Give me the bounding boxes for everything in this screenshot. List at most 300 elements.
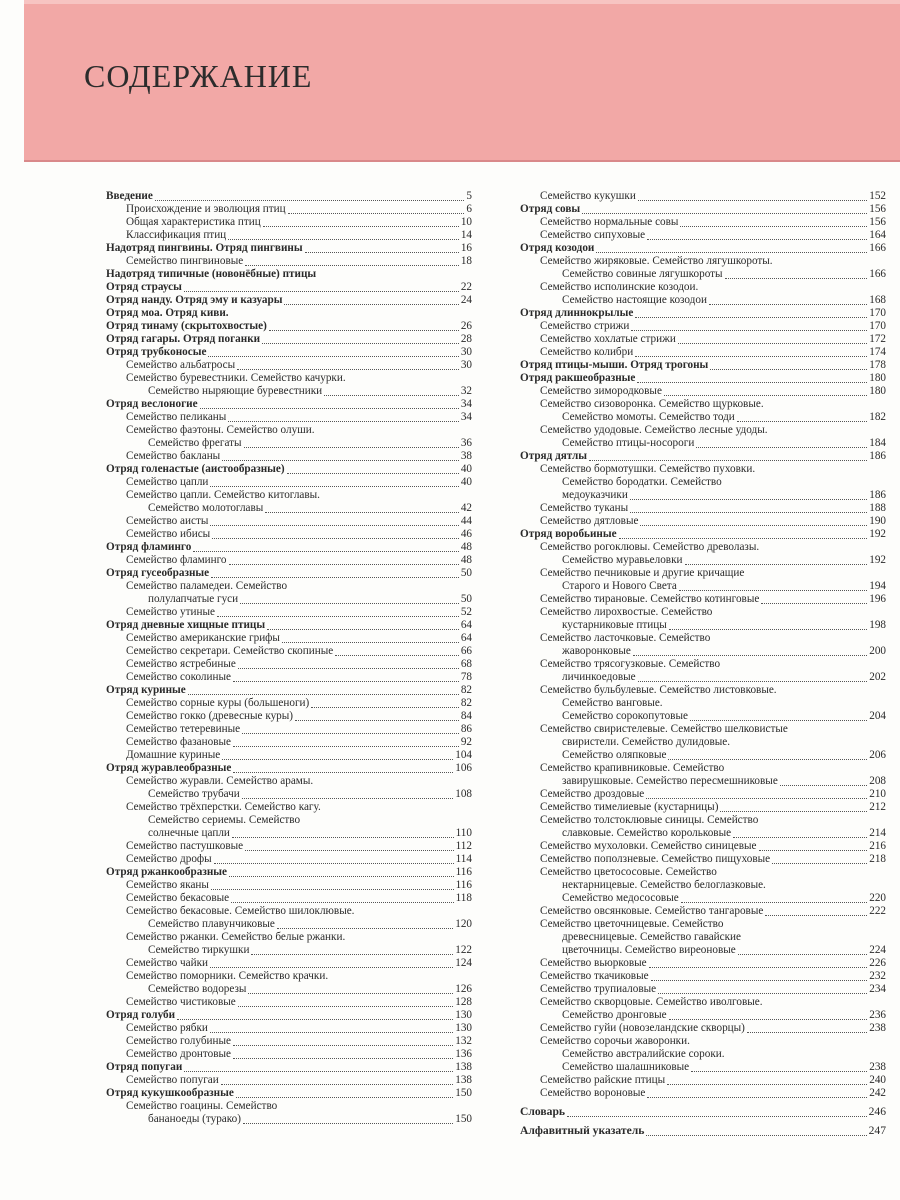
toc-page-number: 178 — [869, 359, 886, 371]
dot-leader — [287, 472, 459, 474]
toc-entry-title: Семейство тирановые. Семейство котинговые — [540, 593, 760, 605]
toc-section-entry — [106, 294, 472, 307]
toc-entry-title: Семейство печниковые и другие кричащие — [540, 567, 745, 579]
dot-leader — [772, 862, 867, 864]
dot-leader — [214, 862, 454, 864]
toc-entry-title: Семейство совиные лягушкороты — [562, 268, 723, 280]
toc-page-number: 44 — [460, 515, 472, 527]
toc-entry-title: Семейство австралийские сороки. — [562, 1048, 725, 1060]
toc-page-number: 66 — [460, 645, 472, 657]
toc-entry-title: Семейство жиряковые. Семейство лягушкороты. — [540, 255, 773, 267]
toc-entry-title: Семейство муравьеловки — [562, 554, 683, 566]
toc-page-number: 26 — [460, 320, 472, 332]
dot-leader — [669, 1018, 868, 1020]
toc-entry — [106, 1022, 472, 1035]
header-highlight — [24, 0, 900, 4]
toc-section-entry — [520, 359, 886, 372]
dot-leader — [245, 264, 459, 266]
toc-entry-title: Отряд голуби — [106, 1009, 176, 1021]
toc-page-number: 224 — [869, 944, 886, 956]
toc-entry — [520, 645, 886, 658]
toc-entry — [520, 1022, 886, 1035]
toc-entry — [520, 918, 886, 931]
toc-entry-title: Семейство хохлатые стрижи — [540, 333, 676, 345]
toc-page-number: 118 — [455, 892, 472, 904]
toc-section-entry — [106, 281, 472, 294]
toc-page-number: 204 — [869, 710, 886, 722]
toc-entry-title: Семейство аисты — [126, 515, 209, 527]
toc-entry-title: Семейство шалашниковые — [562, 1061, 690, 1073]
toc-entry-title: Отряд голенастые (аистообразные) — [106, 463, 285, 475]
toc-entry-title: Семейство сорочьи жаворонки. — [540, 1035, 690, 1047]
toc-entry — [106, 216, 472, 229]
toc-entry — [520, 515, 886, 528]
toc-entry — [520, 892, 886, 905]
toc-entry — [520, 879, 886, 892]
toc-page-number: 208 — [869, 775, 886, 787]
toc-section-entry — [106, 1061, 472, 1074]
toc-entry — [106, 1074, 472, 1087]
toc-page-number: 247 — [868, 1124, 886, 1137]
toc-page-number: 170 — [869, 320, 886, 332]
toc-entry — [520, 593, 886, 606]
toc-page-number: 226 — [869, 957, 886, 969]
toc-entry — [520, 827, 886, 840]
toc-entry-title: Надотряд типичные (новонёбные) птицы — [106, 268, 317, 280]
toc-section-entry — [520, 1104, 886, 1119]
dot-leader — [242, 732, 459, 734]
toc-page-number: 34 — [460, 398, 472, 410]
toc-entry — [106, 918, 472, 931]
toc-entry — [106, 944, 472, 957]
toc-entry-title: Семейство фаэтоны. Семейство олуши. — [126, 424, 315, 436]
toc-entry-title: нектарницевые. Семейство белоглазковые. — [562, 879, 766, 891]
toc-entry-title: личинкоедовые — [562, 671, 636, 683]
toc-entry-title: Семейство кукушки — [540, 190, 636, 202]
toc-entry — [520, 840, 886, 853]
toc-entry-title: кустарниковые птицы — [562, 619, 667, 631]
toc-page-number: 182 — [869, 411, 886, 423]
toc-page-number: 170 — [869, 307, 886, 319]
toc-entry — [520, 385, 886, 398]
dot-leader — [236, 1096, 453, 1098]
dot-leader — [242, 797, 453, 799]
toc-entry — [106, 476, 472, 489]
toc-entry-title: Семейство вьюрковые — [540, 957, 647, 969]
toc-entry-title: Семейство яканы — [126, 879, 209, 891]
dot-leader — [668, 758, 867, 760]
toc-entry-title: Семейство цветочницевые. Семейство — [540, 918, 724, 930]
toc-entry — [520, 905, 886, 918]
toc-entry-title: Семейство поползневые. Семейство пищуховые — [540, 853, 771, 865]
toc-entry — [106, 580, 472, 593]
dot-leader — [667, 1083, 867, 1085]
toc-entry — [106, 385, 472, 398]
toc-page-number: 180 — [869, 372, 886, 384]
toc-section-entry — [520, 372, 886, 385]
dot-leader — [567, 1115, 867, 1117]
toc-entry-title: Семейство чайки — [126, 957, 209, 969]
toc-entry-title: Семейство нормальные совы — [540, 216, 679, 228]
toc-entry-title: Семейство момоты. Семейство тоди — [562, 411, 735, 423]
toc-entry — [106, 788, 472, 801]
toc-page-number: 10 — [460, 216, 472, 228]
toc-entry — [520, 853, 886, 866]
dot-leader — [210, 1031, 453, 1033]
toc-entry-title: Семейство толстоклювые синицы. Семейство — [540, 814, 759, 826]
toc-entry-title: Семейство сериемы. Семейство — [148, 814, 301, 826]
toc-entry-title: Отряд кукушкообразные — [106, 1087, 234, 1099]
toc-page-number: 218 — [869, 853, 886, 865]
toc-entry-title: Семейство ныряющие буревестники — [148, 385, 323, 397]
toc-entry — [520, 697, 886, 710]
toc-entry-title: Семейство утиные — [126, 606, 215, 618]
toc-page-number: 202 — [869, 671, 886, 683]
toc-entry — [106, 515, 472, 528]
toc-entry — [106, 606, 472, 619]
toc-entry-title: Семейство бормотушки. Семейство пуховки. — [540, 463, 756, 475]
toc-entry-title: Отряд веслоногие — [106, 398, 198, 410]
toc-entry — [106, 411, 472, 424]
toc-entry-title: Семейство рябки — [126, 1022, 208, 1034]
toc-entry — [520, 1009, 886, 1022]
toc-entry-title: Семейство мухоловки. Семейство синицевые — [540, 840, 757, 852]
dot-leader — [311, 706, 459, 708]
toc-entry — [520, 281, 886, 294]
toc-section-entry — [106, 762, 472, 775]
toc-page-number: 216 — [869, 840, 886, 852]
toc-entry — [106, 775, 472, 788]
toc-page-number: 156 — [869, 203, 886, 215]
toc-entry-title: Отряд воробьиные — [520, 528, 617, 540]
dot-leader — [646, 1134, 866, 1136]
toc-page-number: 172 — [869, 333, 886, 345]
toc-page-number: 220 — [869, 892, 886, 904]
toc-entry-title: Семейство трупиаловые — [540, 983, 657, 995]
toc-entry-title: свиристели. Семейство дулидовые. — [562, 736, 731, 748]
toc-page-number: 130 — [455, 1009, 472, 1021]
dot-leader — [589, 459, 867, 461]
toc-entry — [106, 203, 472, 216]
toc-page-number: 242 — [869, 1087, 886, 1099]
toc-entry — [106, 450, 472, 463]
dot-leader — [596, 251, 867, 253]
toc-page-number: 232 — [869, 970, 886, 982]
toc-entry-title: Семейство фрегаты — [148, 437, 242, 449]
toc-entry-title: Отряд козодои — [520, 242, 595, 254]
toc-entry-title: Отряд тинаму (скрытохвостые) — [106, 320, 267, 332]
toc-entry-title: Семейство пеликаны — [126, 411, 227, 423]
toc-section-entry — [520, 1123, 886, 1138]
toc-page-number: 38 — [460, 450, 472, 462]
dot-leader — [747, 1031, 867, 1033]
toc-entry — [520, 723, 886, 736]
toc-entry — [106, 801, 472, 814]
toc-entry-title: Семейство дронтовые — [126, 1048, 232, 1060]
toc-entry-title: Семейство трясогузковые. Семейство — [540, 658, 721, 670]
toc-entry — [520, 567, 886, 580]
toc-section-entry — [520, 203, 886, 216]
toc-entry-title: Семейство крапивниковые. Семейство — [540, 762, 725, 774]
toc-page-number: 16 — [460, 242, 472, 254]
toc-page-number: 114 — [455, 853, 472, 865]
toc-right-column — [520, 190, 886, 1138]
dot-leader — [710, 368, 867, 370]
toc-entry — [520, 1061, 886, 1074]
toc-page-number: 198 — [869, 619, 886, 631]
toc-entry — [520, 554, 886, 567]
toc-entry — [106, 437, 472, 450]
toc-page-number: 212 — [869, 801, 886, 813]
dot-leader — [282, 641, 459, 643]
toc-section-entry — [106, 307, 472, 320]
toc-entry-title: Семейство ткачиковые — [540, 970, 649, 982]
dot-leader — [243, 1122, 453, 1124]
dot-leader — [658, 992, 867, 994]
toc-entry-title: Семейство дятловые — [540, 515, 639, 527]
toc-entry — [106, 1100, 472, 1113]
toc-page-number: 186 — [869, 489, 886, 501]
dot-leader — [240, 602, 459, 604]
toc-entry — [106, 255, 472, 268]
toc-page-number: 82 — [460, 697, 472, 709]
toc-page-number: 164 — [869, 229, 886, 241]
toc-page-number: 238 — [869, 1061, 886, 1073]
toc-page-number: 116 — [455, 879, 472, 891]
toc-page-number: 6 — [466, 203, 472, 215]
toc-page-number: 246 — [868, 1105, 886, 1118]
toc-entry — [106, 554, 472, 567]
toc-page-number: 108 — [455, 788, 472, 800]
dot-leader — [229, 563, 459, 565]
toc-entry — [520, 866, 886, 879]
toc-entry-title: Семейство сорные куры (большеноги) — [126, 697, 310, 709]
toc-entry-title: Семейство ястребиные — [126, 658, 236, 670]
toc-entry — [520, 931, 886, 944]
toc-section-entry — [106, 463, 472, 476]
toc-page-number: 84 — [460, 710, 472, 722]
toc-entry — [106, 723, 472, 736]
dot-leader — [733, 836, 867, 838]
toc-entry-title: славковые. Семейство корольковые — [562, 827, 732, 839]
toc-page-number: 132 — [455, 1035, 472, 1047]
dot-leader — [233, 680, 459, 682]
toc-page-number: 122 — [455, 944, 472, 956]
toc-page-number: 128 — [455, 996, 472, 1008]
toc-entry-title: Семейство райские птицы — [540, 1074, 666, 1086]
toc-entry-title: Семейство пингвиновые — [126, 255, 244, 267]
dot-leader — [582, 212, 867, 214]
toc-entry-title: Отряд фламинго — [106, 541, 192, 553]
toc-entry-title: Семейство секретари. Семейство скопиные — [126, 645, 334, 657]
dot-leader — [725, 277, 868, 279]
toc-page-number: 150 — [455, 1113, 472, 1125]
toc-entry-title: Домашние куриные — [126, 749, 221, 761]
toc-entry-title: Отряд длиннокрылые — [520, 307, 634, 319]
toc-entry-title: цветочницы. Семейство виреоновые — [562, 944, 736, 956]
dot-leader — [633, 654, 867, 656]
dot-leader — [284, 303, 458, 305]
toc-entry — [520, 437, 886, 450]
dot-leader — [188, 693, 459, 695]
toc-entry — [106, 996, 472, 1009]
toc-page-number: 40 — [460, 463, 472, 475]
toc-entry — [520, 541, 886, 554]
toc-page-number: 50 — [460, 567, 472, 579]
toc-page-number: 184 — [869, 437, 886, 449]
dot-leader — [210, 485, 458, 487]
toc-page-number: 86 — [460, 723, 472, 735]
toc-entry — [520, 996, 886, 1009]
dot-leader — [738, 953, 867, 955]
toc-entry — [520, 762, 886, 775]
dot-leader — [251, 953, 453, 955]
toc-entry-title: Семейство дроздовые — [540, 788, 645, 800]
toc-entry — [106, 905, 472, 918]
page-title: СОДЕРЖАНИЕ — [84, 58, 313, 94]
dot-leader — [233, 771, 453, 773]
toc-section-entry — [106, 541, 472, 554]
toc-entry — [520, 333, 886, 346]
dot-leader — [228, 238, 459, 240]
dot-leader — [679, 589, 867, 591]
toc-page-number: 200 — [869, 645, 886, 657]
dot-leader — [233, 1044, 453, 1046]
toc-entry-title: Семейство пастушковые — [126, 840, 244, 852]
toc-section-entry — [106, 866, 472, 879]
toc-entry — [106, 1048, 472, 1061]
dot-leader — [210, 524, 458, 526]
toc-section-entry — [520, 242, 886, 255]
toc-page-number: 46 — [460, 528, 472, 540]
toc-entry — [520, 671, 886, 684]
toc-entry-title: Семейство ржанки. Семейство белые ржанки. — [126, 931, 346, 943]
toc-entry — [520, 489, 886, 502]
toc-entry — [520, 502, 886, 515]
dot-leader — [635, 316, 867, 318]
toc-entry — [520, 229, 886, 242]
toc-page-number: 180 — [869, 385, 886, 397]
toc-page-number: 78 — [460, 671, 472, 683]
toc-entry — [106, 489, 472, 502]
toc-entry — [520, 710, 886, 723]
toc-page-number: 210 — [869, 788, 886, 800]
toc-entry-title: Семейство удодовые. Семейство лесные удоды. — [540, 424, 768, 436]
toc-section-entry — [106, 567, 472, 580]
toc-entry-title: Семейство рогоклювы. Семейство древолазы. — [540, 541, 760, 553]
toc-entry — [106, 424, 472, 437]
dot-leader — [619, 537, 868, 539]
toc-entry-title: Семейство тимелиевые (кустарницы) — [540, 801, 719, 813]
dot-leader — [184, 290, 459, 292]
toc-entry-title: Отряд совы — [520, 203, 581, 215]
toc-page-number: 64 — [460, 619, 472, 631]
toc-section-entry — [106, 320, 472, 333]
dot-leader — [217, 615, 459, 617]
toc-entry — [106, 983, 472, 996]
dot-leader — [780, 784, 867, 786]
toc-page-number: 238 — [869, 1022, 886, 1034]
toc-entry-title: Семейство плавунчиковые — [148, 918, 275, 930]
dot-leader — [647, 1096, 867, 1098]
toc-entry-title: Семейство туканы — [540, 502, 629, 514]
toc-entry — [520, 632, 886, 645]
dot-leader — [335, 654, 459, 656]
toc-entry — [520, 658, 886, 671]
toc-entry — [520, 476, 886, 489]
toc-entry-title: Старого и Нового Света — [562, 580, 677, 592]
toc-page-number: 138 — [455, 1074, 472, 1086]
toc-entry-title: Семейство исполинские козодои. — [540, 281, 699, 293]
dot-leader — [305, 251, 459, 253]
dot-leader — [649, 966, 868, 968]
toc-entry-title: Семейство бекасовые. Семейство шилоклювые. — [126, 905, 355, 917]
toc-left-column — [106, 190, 472, 1126]
dot-leader — [232, 836, 454, 838]
toc-entry-title: Семейство тиркушки — [148, 944, 250, 956]
dot-leader — [640, 524, 867, 526]
toc-entry — [520, 216, 886, 229]
toc-entry-title: Семейство фазановые — [126, 736, 231, 748]
dot-leader — [193, 550, 459, 552]
toc-entry-title: Семейство цветососовые. Семейство — [540, 866, 717, 878]
toc-entry — [520, 580, 886, 593]
dot-leader — [631, 329, 867, 331]
toc-entry-title: Отряд нанду. Отряд эму и казуары — [106, 294, 283, 306]
toc-entry — [106, 671, 472, 684]
toc-entry-title: Семейство американские грифы — [126, 632, 280, 644]
toc-page-number: 68 — [460, 658, 472, 670]
toc-section-entry — [106, 190, 472, 203]
toc-entry-title: Семейство настоящие козодои — [562, 294, 707, 306]
toc-entry — [520, 1035, 886, 1048]
toc-section-entry — [106, 242, 472, 255]
toc-page-number: 92 — [460, 736, 472, 748]
toc-entry — [106, 931, 472, 944]
toc-entry-title: Семейство вороновые — [540, 1087, 646, 1099]
toc-page-number: 150 — [455, 1087, 472, 1099]
toc-entry — [520, 190, 886, 203]
toc-entry-title: Семейство гокко (древесные куры) — [126, 710, 294, 722]
toc-page-number: 138 — [455, 1061, 472, 1073]
toc-entry-title: Семейство ласточковые. Семейство — [540, 632, 711, 644]
toc-entry — [106, 593, 472, 606]
toc-entry — [520, 294, 886, 307]
toc-entry-title: Семейство альбатросы — [126, 359, 236, 371]
dot-leader — [238, 667, 459, 669]
toc-entry-title: Классификация птиц — [126, 229, 227, 241]
toc-entry-title: Отряд моа. Отряд киви. — [106, 307, 229, 319]
dot-leader — [231, 901, 454, 903]
toc-entry-title: Семейство гоацины. Семейство — [126, 1100, 278, 1112]
toc-entry — [106, 502, 472, 515]
toc-section-entry — [106, 1009, 472, 1022]
toc-entry-title: Семейство соколиные — [126, 671, 231, 683]
toc-entry — [520, 801, 886, 814]
toc-page-number: 50 — [460, 593, 472, 605]
toc-entry-title: Отряд ракшеобразные — [520, 372, 636, 384]
toc-entry — [106, 892, 472, 905]
toc-page-number: 166 — [869, 268, 886, 280]
toc-page-number: 234 — [869, 983, 886, 995]
toc-page-number: 156 — [869, 216, 886, 228]
toc-entry — [106, 658, 472, 671]
toc-entry-title: Надотряд пингвины. Отряд пингвины — [106, 242, 303, 254]
toc-entry-title: Отряд страусы — [106, 281, 182, 293]
dot-leader — [177, 1018, 453, 1020]
toc-entry-title: Общая характеристика птиц — [126, 216, 261, 228]
toc-entry-title: Отряд куриные — [106, 684, 186, 696]
